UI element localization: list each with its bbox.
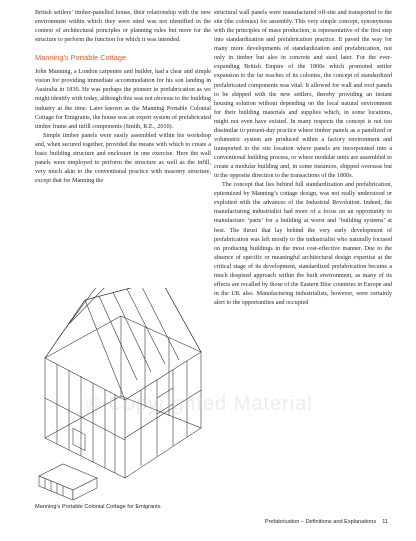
footer-section-title: Prefabrication – Definitions and Explanations — [264, 519, 377, 525]
body-paragraph-2: Simple timber panels were easily assembled within his workshop and, when secured together, provided the means with which to create a basic building structure and enclosure in one exercise. Here the wall panels were employed to perform the structure as well as the infill, very much akin to the conventional practice with masonry structure, except that for Manning the — [35, 132, 211, 184]
page-footer — [265, 519, 388, 525]
right-column — [214, 9, 392, 308]
figure-caption: Manning’s Portable Colonial Cottage for Emigrants — [35, 504, 161, 510]
section-heading: Manning’s Portable Cottage — [35, 53, 127, 63]
body-paragraph-1: John Manning, a London carpenter and builder, had a clear and simple vision for providing immediate accommodation for his son landing in Australia in 1830. He was perhaps the pioneer in prefabrication as we might identify with today, although this was not obvious to the building industry at the time. Later known as the Manning Portable Colonial Cottage for Emigrants, the house was an expert system of prefabricated timber frame and infill components (Smith, R.E., 2010). — [35, 69, 211, 130]
body-paragraph-3: structural wall panels were manufactured off-site and transported to the site (the colonies) for assembly. This very simple concept, synonymous with the principles of mass production, is representative of the first step into standardization and prefabrication practice. It paved the way for many more developments of standardization and prefabrication, not only in timber but also in concrete and steel later. For the ever-expanding British Empire of the 1800s which promoted settler expansion to the far reaches of its colonies, the concept of standardized prefabricated components was vital. It allowed for wall and roof panels to be shipped with the new settlers, thereby providing an instant housing solution without depending on the local natural environment for their building materials and supplies which, in some locations, might not even have existed. In many respects the concept is not too dissimilar to present-day practice where timber panels as a panelized or volumetric system are produced within a factory environment and transported to the site location where panels are incorporated into a conventional building process, or where modular units are assembled to create a modular building and, in some instances, shipped overseas but in the opposite direction to the transactions of the 1800s. — [214, 10, 392, 180]
left-column — [35, 9, 211, 186]
intro-paragraph: British settlers’ timber-panelled house, their relationship with the new environment within which they were sited was not identified in the context of architectural principles or planning rules but more for the structure to perform the function for which it was intended. — [35, 10, 211, 44]
page-number: 11 — [382, 519, 388, 525]
body-paragraph-4: The concept that lies behind full standardization and prefabrication, epitomized by Manning’s cottage design, was not really understood or exploited with the advances of the Industrial Revolution. Indeed, the manufacturing industrialist had more of a focus on an opportunity to manufacture ‘parts’ for a building at worst and ‘building systems’ at best. The thrust that lay behind the very early development of prefabrication was left mostly to the industrialist who naturally focused on producing buildings in the most cost-effective manner. Due to the absence of specific or meaningful architectural design expertise at the critical stage of its development, standardized prefabrication became a much despised approach within the built environment, as many of its effects are recalled by those of the Eastern Bloc countries in Europe and in the UK also. Manufacturing industrialists, however, were certainly alert to the opportunities and occupied — [214, 182, 392, 306]
watermark-text: © Copyrighted Material — [86, 393, 313, 415]
